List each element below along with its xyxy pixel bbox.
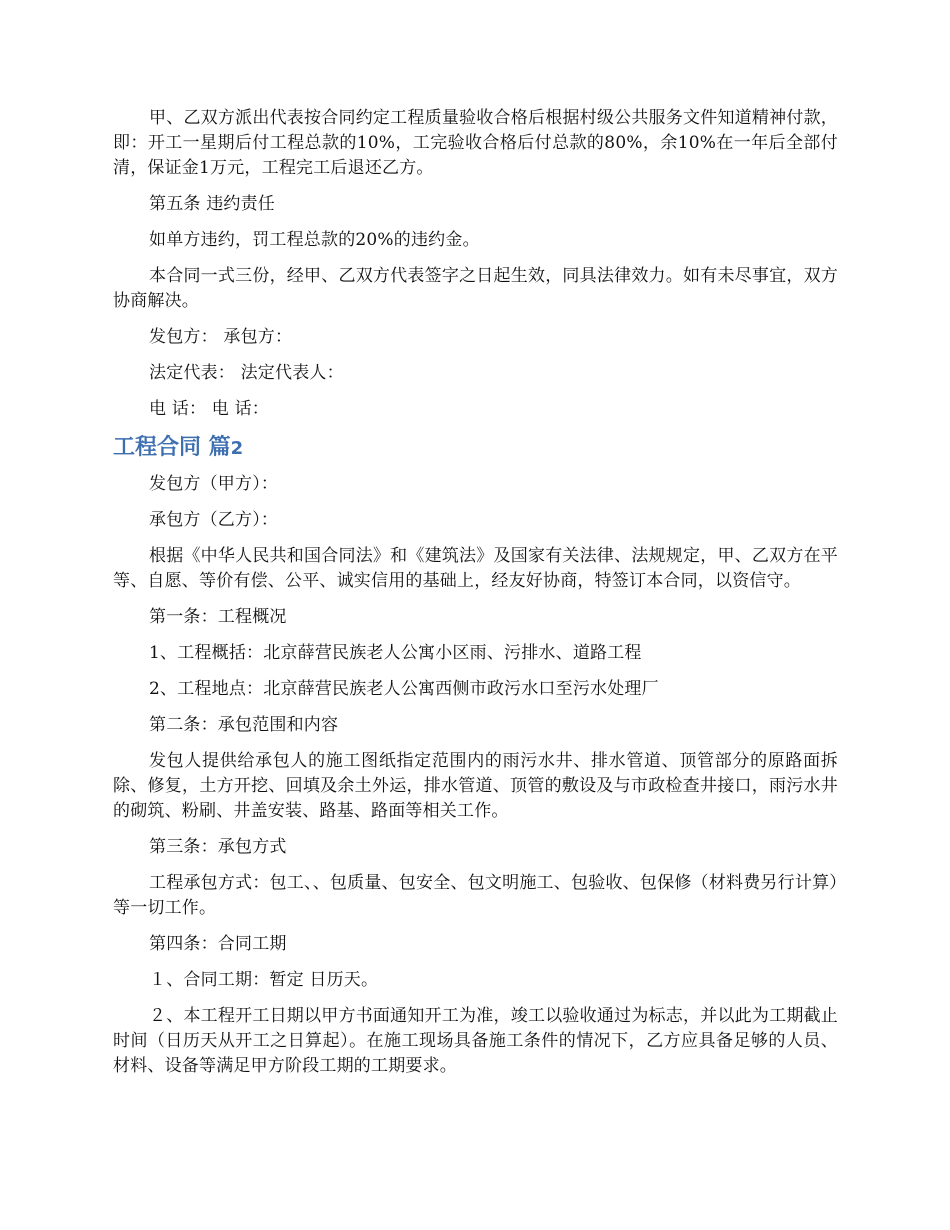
project-summary-line: 1、工程概括：北京薛营民族老人公寓小区雨、污排水、道路工程 [149, 643, 642, 663]
contractor-party-line: 承包方（乙方）： [149, 510, 279, 530]
article-four-title: 第四条：合同工期 [149, 934, 287, 954]
project-location-line: 2、工程地点：北京薛营民族老人公寓西侧市政污水口至污水处理厂 [149, 679, 659, 699]
signature-parties-line: 发包方： 承包方： [149, 327, 293, 347]
article-five-title: 第五条 违约责任 [149, 194, 276, 214]
employer-party-line: 发包方（甲方）： [149, 474, 279, 494]
payment-terms-paragraph: 甲、乙双方派出代表按合同约定工程质量验收合格后根据村级公共服务文件知道精神付款，即：开工一星期后付工程总款的10%，工完验收合格后付总款的80%，余10%在一年后全部付清，保证金1万元，工程完工后退还乙方。 [113, 108, 838, 178]
contract-method-paragraph: 工程承包方式：包工、、包质量、包安全、包文明施工、包验收、包保修（材料费另行计算）等一切工作。 [113, 873, 838, 918]
article-one-title: 第一条：工程概况 [149, 607, 287, 627]
signature-phone-line: 电 话： 电 话： [149, 399, 270, 419]
schedule-terms-paragraph: ２、本工程开工日期以甲方书面通知开工为准，竣工以验收通过为标志，并以此为工期截止时间（日历天从开工之日算起）。在施工现场具备施工条件的情况下，乙方应具备足够的人员、材料、设备等满足甲方阶段工期的工期要求。 [113, 1006, 838, 1076]
article-two-title: 第二条：承包范围和内容 [149, 715, 339, 735]
scope-of-work-paragraph: 发包人提供给承包人的施工图纸指定范围内的雨污水井、排水管道、顶管部分的原路面拆除、修复，土方开挖、回填及余土外运，排水管道、顶管的敷设及与市政检查井接口，雨污水井的砌筑、粉刷、井盖安装、路基、路面等相关工作。 [113, 751, 838, 821]
section-heading [113, 433, 838, 464]
article-three-title: 第三条：承包方式 [149, 837, 287, 857]
signature-representatives-line: 法定代表： 法定代表人： [149, 363, 344, 383]
document-page [113, 106, 838, 1090]
copies-validity-paragraph: 本合同一式三份，经甲、乙双方代表签字之日起生效，同具法律效力。如有未尽事宜，双方协商解决。 [113, 266, 838, 311]
breach-penalty-paragraph: 如单方违约，罚工程总款的20%的违约金。 [149, 230, 480, 250]
section-heading-title: 工程合同 篇 [113, 435, 231, 460]
section-heading-number: 2 [230, 438, 244, 459]
contract-duration-line: １、合同工期：暂定 日历天。 [149, 970, 379, 990]
legal-basis-paragraph: 根据《中华人民共和国合同法》和《建筑法》及国家有关法律、法规规定，甲、乙双方在平等、自愿、等价有偿、公平、诚实信用的基础上，经友好协商，特签订本合同，以资信守。 [113, 546, 838, 591]
